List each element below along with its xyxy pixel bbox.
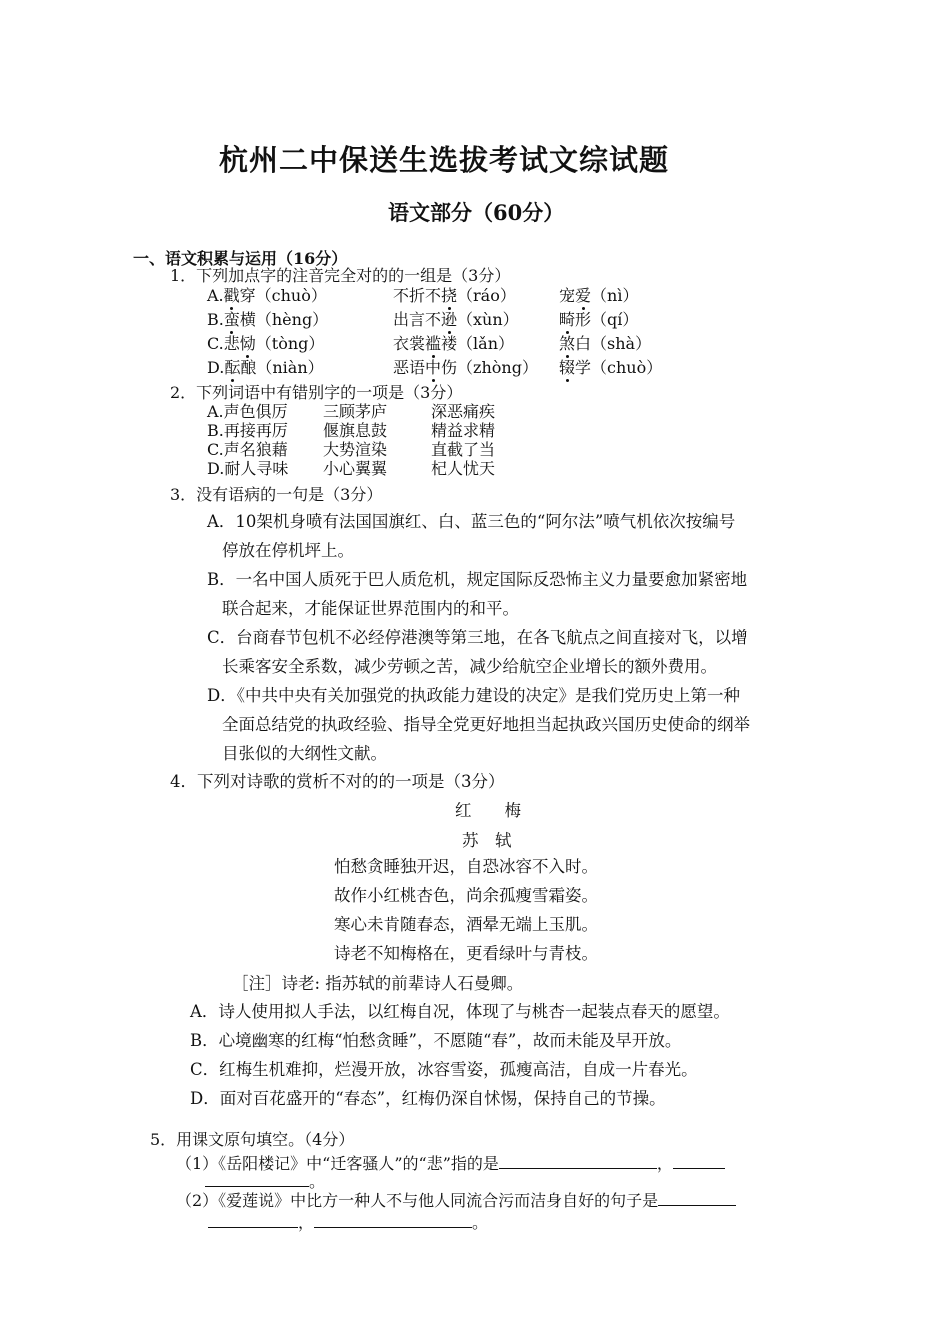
dotted-char: 褴 bbox=[425, 334, 442, 353]
option-text: 酿（niàn） bbox=[240, 358, 324, 377]
question-5-item-2 bbox=[176, 1189, 736, 1211]
word-item: B.再接再厉 bbox=[207, 421, 288, 440]
option-line: C．红梅生机难抑，烂漫开放，冰容雪姿，孤瘦高洁，自成一片春光。 bbox=[190, 1060, 698, 1079]
option-line: B．心境幽寒的红梅“怕愁贪睡”，不愿随“春”，故而未能及早开放。 bbox=[190, 1031, 682, 1050]
option-cell bbox=[393, 358, 538, 378]
option-text: 出言不 bbox=[393, 310, 442, 329]
dotted-char: 挠 bbox=[441, 286, 458, 305]
dotted-char: 畸 bbox=[559, 310, 576, 329]
page-subtitle: 语文部分（60分） bbox=[388, 200, 565, 225]
item-2-sep: ， bbox=[298, 1213, 315, 1232]
option-text: （tòng） bbox=[255, 334, 325, 353]
poem-line: 故作小红桃杏色，尚余孤瘦雪霜姿。 bbox=[334, 886, 598, 905]
item-1-end: 。 bbox=[309, 1172, 326, 1191]
dotted-char: 恸 bbox=[239, 334, 256, 353]
answer-blank[interactable] bbox=[499, 1152, 657, 1169]
option-text: 穿（chuò） bbox=[239, 286, 327, 305]
question-3-stem: 3．没有语病的一句是（3分） bbox=[170, 485, 383, 504]
poem-note: ［注］诗老: 指苏轼的前辈诗人石曼卿。 bbox=[232, 974, 524, 993]
word-item: 大势渲染 bbox=[323, 440, 388, 459]
option-line: A．10架机身喷有法国国旗红、白、蓝三色的“阿尔法”喷气机依次按编号 bbox=[207, 512, 736, 531]
option-cell bbox=[559, 334, 651, 354]
option-line: B．一名中国人质死于巴人质危机，规定国际反恐怖主义力量要愈加紧密地 bbox=[207, 570, 748, 589]
option-line: A．诗人使用拟人手法，以红梅自况，体现了与桃杏一起装点春天的愿望。 bbox=[190, 1002, 730, 1021]
section-heading: 一、语文积累与运用（16分） bbox=[133, 249, 348, 268]
item-1-sep: ， bbox=[656, 1154, 673, 1173]
question-4-stem: 4．下列对诗歌的赏析不对的的一项是（3分） bbox=[170, 772, 505, 791]
option-text: 不折不 bbox=[393, 286, 442, 305]
dotted-char: 戳 bbox=[223, 286, 240, 305]
option-text: （nì） bbox=[591, 286, 639, 305]
option-text: 衣裳 bbox=[393, 334, 426, 353]
option-text: 褛（lǎn） bbox=[441, 334, 514, 353]
word-item: 小心翼翼 bbox=[323, 459, 388, 478]
dotted-char: 辍 bbox=[559, 358, 576, 377]
option-cell bbox=[393, 286, 516, 306]
option-line: 联合起来，才能保证世界范围内的和平。 bbox=[222, 599, 519, 618]
dotted-char: 煞 bbox=[559, 334, 576, 353]
option-cell bbox=[559, 358, 662, 378]
answer-blank[interactable] bbox=[658, 1189, 736, 1206]
dotted-char: 酝 bbox=[224, 358, 241, 377]
item-1-text: （1）《岳阳楼记》中“迁客骚人”的“悲”指的是 bbox=[176, 1154, 499, 1173]
word-item: 直截了当 bbox=[431, 440, 496, 459]
dotted-char: 爱 bbox=[575, 286, 592, 305]
dotted-char: 中 bbox=[425, 358, 442, 377]
answer-blank[interactable] bbox=[314, 1211, 472, 1228]
option-text: 恶语 bbox=[393, 358, 426, 377]
option-text: 形（qí） bbox=[575, 310, 639, 329]
poem-line: 怕愁贪睡独开迟，自恐冰容不入时。 bbox=[334, 857, 598, 876]
item-2-end: 。 bbox=[472, 1213, 489, 1232]
dotted-char: 逊 bbox=[441, 310, 458, 329]
question-5-stem: 5．用课文原句填空。（4分） bbox=[150, 1130, 355, 1149]
option-line: 停放在停机坪上。 bbox=[222, 541, 354, 560]
option-text: 白（shà） bbox=[575, 334, 652, 353]
option-text: 横（hèng） bbox=[239, 310, 329, 329]
option-text: （ráo） bbox=[457, 286, 516, 305]
answer-blank[interactable] bbox=[673, 1152, 725, 1169]
answer-blank[interactable] bbox=[205, 1170, 309, 1187]
option-line: 全面总结党的执政经验、指导全党更好地担当起执政兴国历史使命的纲举 bbox=[222, 715, 750, 734]
option-text: A. bbox=[207, 286, 224, 305]
answer-blank[interactable] bbox=[208, 1211, 298, 1228]
word-item: 偃旗息鼓 bbox=[323, 421, 388, 440]
option-cell bbox=[207, 286, 327, 306]
word-item: 杞人忧天 bbox=[431, 459, 496, 478]
poem-line: 寒心未肯随春态，酒晕无端上玉肌。 bbox=[334, 915, 598, 934]
poem-author: 苏 轼 bbox=[462, 831, 512, 850]
option-text: 宠 bbox=[559, 286, 576, 305]
option-text: C.悲 bbox=[207, 334, 240, 353]
option-cell bbox=[207, 310, 328, 330]
question-2-stem: 2．下列词语中有错别字的一项是（3分） bbox=[170, 383, 463, 402]
option-line: D．《中共中央有关加强党的执政能力建设的决定》是我们党历史上第一种 bbox=[207, 686, 740, 705]
option-text: 学（chuò） bbox=[575, 358, 663, 377]
option-cell bbox=[393, 310, 519, 330]
word-item: A.声色俱厉 bbox=[207, 402, 288, 421]
option-line: C．台商春节包机不必经停港澳等第三地，在各飞航点之间直接对飞，以增 bbox=[207, 628, 748, 647]
poem-line: 诗老不知梅格在，更看绿叶与青枝。 bbox=[334, 944, 598, 963]
option-line: 长乘客安全系数，减少劳顿之苦，减少给航空企业增长的额外费用。 bbox=[222, 657, 717, 676]
option-text: B. bbox=[207, 310, 224, 329]
option-line: D．面对百花盛开的“春态”，红梅仍深自怵惕，保持自己的节操。 bbox=[190, 1089, 666, 1108]
option-text: 伤（zhòng） bbox=[441, 358, 538, 377]
question-1-stem: 1．下列加点字的注音完全对的的一组是（3分） bbox=[170, 266, 511, 285]
option-cell bbox=[207, 358, 324, 378]
word-item: D.耐人寻味 bbox=[207, 459, 289, 478]
dotted-char: 蛮 bbox=[223, 310, 240, 329]
option-cell bbox=[559, 286, 638, 306]
option-cell bbox=[559, 310, 638, 330]
word-item: 深恶痛疾 bbox=[431, 402, 496, 421]
option-text: D. bbox=[207, 358, 225, 377]
poem-title: 红 梅 bbox=[455, 801, 521, 820]
word-item: 精益求精 bbox=[431, 421, 496, 440]
option-line: 目张似的大纲性文献。 bbox=[222, 744, 387, 763]
option-cell bbox=[393, 334, 514, 354]
option-text: （xùn） bbox=[457, 310, 519, 329]
word-item: C.声名狼藉 bbox=[207, 440, 288, 459]
item-2-text: （2）《爱莲说》中比方一种人不与他人同流合污而洁身自好的句子是 bbox=[176, 1191, 659, 1210]
question-5-item-2-cont bbox=[208, 1211, 488, 1233]
option-cell bbox=[207, 334, 324, 354]
word-item: 三顾茅庐 bbox=[323, 402, 388, 421]
page-title: 杭州二中保送生选拔考试文综试题 bbox=[219, 143, 670, 177]
